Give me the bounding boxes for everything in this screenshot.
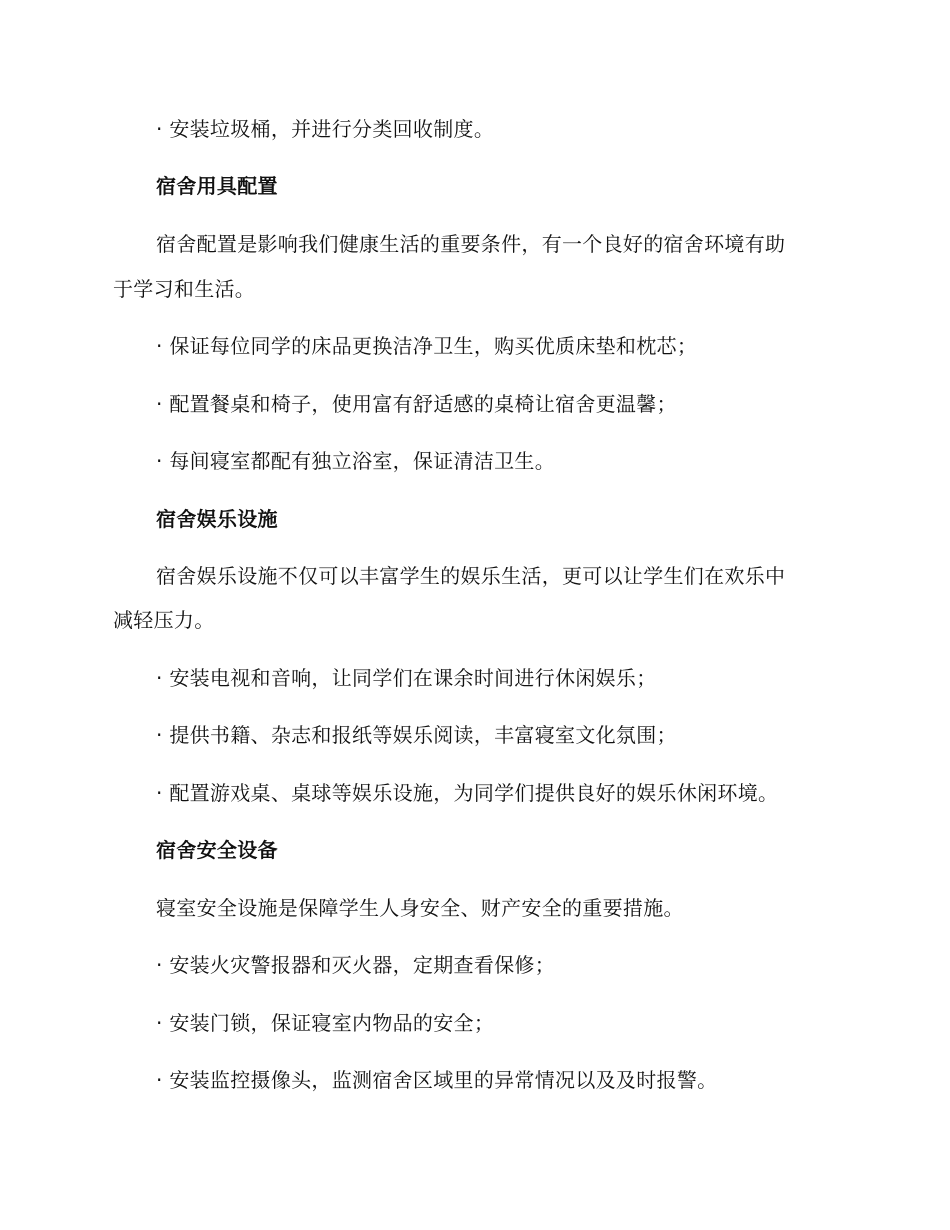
bullet-item: · 安装火灾警报器和灭火器，定期查看保修；: [156, 953, 556, 977]
bullet-item: · 每间寝室都配有独立浴室，保证清洁卫生。: [156, 449, 556, 473]
bullet-item: · 安装监控摄像头，监测宿舍区域里的异常情况以及及时报警。: [156, 1068, 718, 1092]
paragraph-line: 宿舍配置是影响我们健康生活的重要条件，有一个良好的宿舍环境有助: [156, 232, 786, 256]
bullet-item: · 配置游戏桌、桌球等娱乐设施，为同学们提供良好的娱乐休闲环境。: [156, 781, 779, 805]
bullet-item: · 安装垃圾桶，并进行分类回收制度。: [156, 117, 495, 141]
paragraph-line: 于学习和生活。: [113, 277, 256, 301]
section-heading: 宿舍用具配置: [156, 174, 278, 198]
bullet-item: · 配置餐桌和椅子，使用富有舒适感的桌椅让宿舍更温馨；: [156, 392, 677, 416]
section-heading: 宿舍娱乐设施: [156, 507, 278, 531]
paragraph-line: 减轻压力。: [113, 608, 215, 632]
bullet-item: · 安装门锁，保证寝室内物品的安全；: [156, 1011, 495, 1035]
bullet-item: · 保证每位同学的床品更换洁净卫生，购买优质床垫和枕芯；: [156, 334, 698, 358]
paragraph-line: 宿舍娱乐设施不仅可以丰富学生的娱乐生活，更可以让学生们在欢乐中: [156, 564, 786, 588]
section-heading: 宿舍安全设备: [156, 838, 278, 862]
paragraph-line: 寝室安全设施是保障学生人身安全、财产安全的重要措施。: [156, 896, 684, 920]
bullet-item: · 安装电视和音响，让同学们在课余时间进行休闲娱乐；: [156, 666, 657, 690]
bullet-item: · 提供书籍、杂志和报纸等娱乐阅读，丰富寝室文化氛围；: [156, 723, 677, 747]
